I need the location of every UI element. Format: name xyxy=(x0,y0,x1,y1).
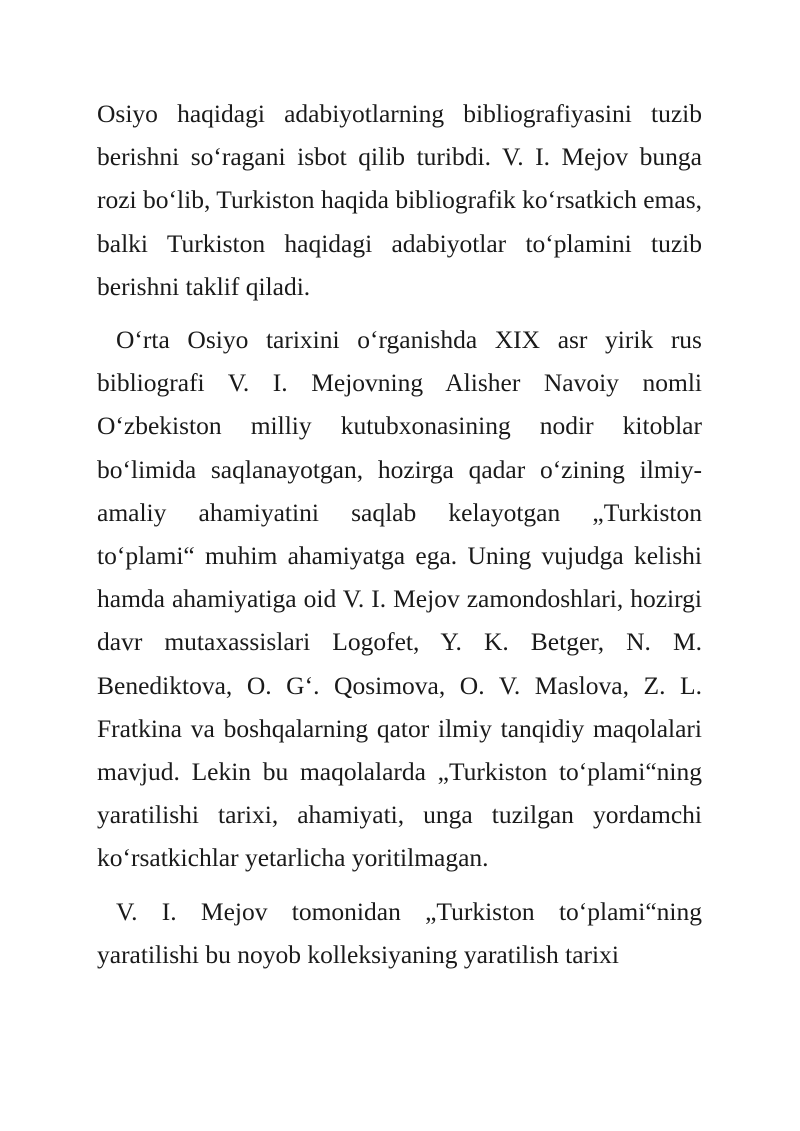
paragraph-mejov-creation: V. I. Mejov tomonidan „Turkiston to‘plami“ning yaratilishi bu noyob kolleksiyaning yaratilish tarixi xyxy=(97,896,702,969)
paragraph-turkiston-collection: O‘rta Osiyo tarixini o‘rganishda XIX asr yirik rus bibliografi V. I. Mejovning Alisher Navoiy nomli O‘zbekiston milliy kutubxonasining nodir kitoblar bo‘limida saqlanayotgan, hozirga qadar o‘zining ilmiy-amaliy ahamiyatini saqlab kelayotgan „Turkiston to‘plami“ muhim ahamiyatga ega. Uning vujudga kelishi hamda ahamiyatiga oid V. I. Mejov zamondoshlari, hozirgi davr mutaxassislari Logofet, Y. K. Betger, N. M. Benediktova, O. G‘. Qosimova, O. V. Maslova, Z. L. Fratkina va boshqalarning qator ilmiy tanqidiy maqolalari mavjud. Lekin bu maqolalarda „Turkiston to‘plami“ning yaratilishi tarixi, ahamiyati, unga tuzilgan yordamchi ko‘rsatkichlar yetarlicha yoritilmagan. xyxy=(97,325,702,873)
document-page xyxy=(97,92,702,976)
paragraph-continuation: Osiyo haqidagi adabiyotlarning bibliografiyasini tuzib berishni so‘ragani isbot qilib turibdi. V. I. Mejov bunga rozi bo‘lib, Turkiston haqida bibliografik ko‘rsatkich emas, balki Turkiston haqidagi adabiyotlar to‘plamini tuzib berishni taklif qiladi. xyxy=(97,99,702,301)
